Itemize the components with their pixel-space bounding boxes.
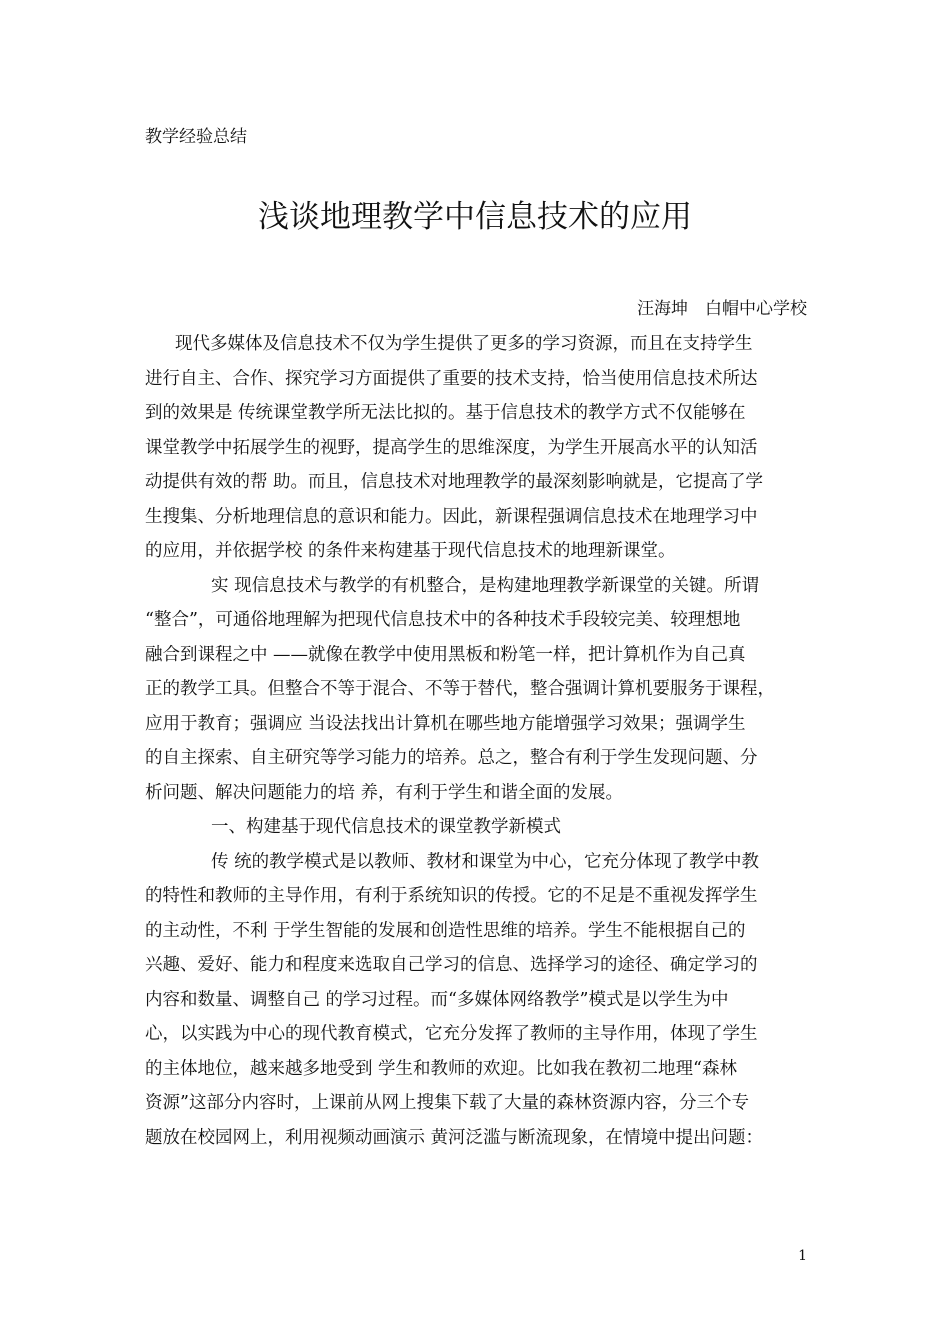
paragraph-3-line-2: 的特性和教师的主导作用，有利于系统知识的传授。它的不足是不重视发挥学生 (145, 886, 758, 906)
paragraph-1-line-2: 进行自主、合作、探究学习方面提供了重要的技术支持，恰当使用信息技术所达 (145, 368, 758, 389)
paragraph-1-line-1: 现代多媒体及信息技术不仅为学生提供了更多的学习资源，而且在支持学生 (175, 334, 753, 354)
paragraph-2-line-4: 正的教学工具。但整合不等于混合、不等于替代，整合强调计算机要服务于课程， (145, 679, 775, 699)
paragraph-2-line-5: 应用于教育；强调应 当设法找出计算机在哪些地方能增强学习效果；强调学生 (145, 713, 746, 734)
article-body (145, 327, 810, 1155)
paragraph-2-line-2: “整合”，可通俗地理解为把现代信息技术中的各种技术手段较完美、较理想地 (145, 610, 741, 630)
paragraph-2-line-6: 的自主探索、自主研究等学习能力的培养。总之，整合有利于学生发现问题、分 (145, 748, 758, 768)
paragraph-1-line-6: 生搜集、分析地理信息的意识和能力。因此，新课程强调信息技术在地理学习中 (145, 506, 758, 527)
section-heading-1: 一、构建基于现代信息技术的课堂教学新模式 (211, 817, 561, 837)
paragraph-3-line-3: 的主动性，不利 于学生智能的发展和创造性思维的培养。学生不能根据自己的 (145, 920, 746, 941)
page-number: 1 (798, 1248, 807, 1264)
paragraph-3-line-6: 心，以实践为中心的现代教育模式，它充分发挥了教师的主导作用，体现了学生 (145, 1024, 758, 1044)
paragraph-1-line-7: 的应用，并依据学校 的条件来构建基于现代信息技术的地理新课堂。 (145, 541, 676, 561)
paragraph-3-line-8: 资源”这部分内容时，上课前从网上搜集下载了大量的森林资源内容，分三个专 (145, 1093, 749, 1113)
paragraph-3-line-5: 内容和数量、调整自己 的学习过程。而“多媒体网络教学”模式是以学生为中 (145, 989, 729, 1010)
paragraph-3-line-1: 传 统的教学模式是以教师、教材和课堂为中心，它充分体现了教学中教 (211, 851, 760, 872)
paragraph-3-line-7: 的主体地位，越来越多地受到 学生和教师的欢迎。比如我在教初二地理“森林 (145, 1058, 738, 1079)
paragraph-2-line-7: 析问题、解决问题能力的培 养，有利于学生和谐全面的发展。 (145, 782, 624, 803)
paragraph-1-line-3: 到的效果是 传统课堂教学所无法比拟的。基于信息技术的教学方式不仅能够在 (145, 403, 746, 423)
paragraph-3-line-9: 题放在校园网上，利用视频动画演示 黄河泛滥与断流现象，在情境中提出问题： (145, 1127, 764, 1148)
author-byline: 汪海坤 白帽中心学校 (637, 299, 807, 319)
paragraph-1-line-4: 课堂教学中拓展学生的视野，提高学生的思维深度，为学生开展高水平的认知活 (145, 437, 758, 458)
paragraph-3-line-4: 兴趣、爱好、能力和程度来选取自己学习的信息、选择学习的途径、确定学习的 (145, 955, 758, 975)
paragraph-1-line-5: 动提供有效的帮 助。而且，信息技术对地理教学的最深刻影响就是，它提高了学 (145, 472, 764, 492)
paragraph-2-line-1: 实 现信息技术与教学的有机整合，是构建地理教学新课堂的关键。所谓 (211, 575, 760, 596)
document-title: 浅谈地理教学中信息技术的应用 (258, 199, 692, 235)
paragraph-2-line-3: 融合到课程之中 ——就像在教学中使用黑板和粉笔一样，把计算机作为自己真 (145, 644, 746, 665)
document-category-label: 教学经验总结 (145, 127, 247, 147)
